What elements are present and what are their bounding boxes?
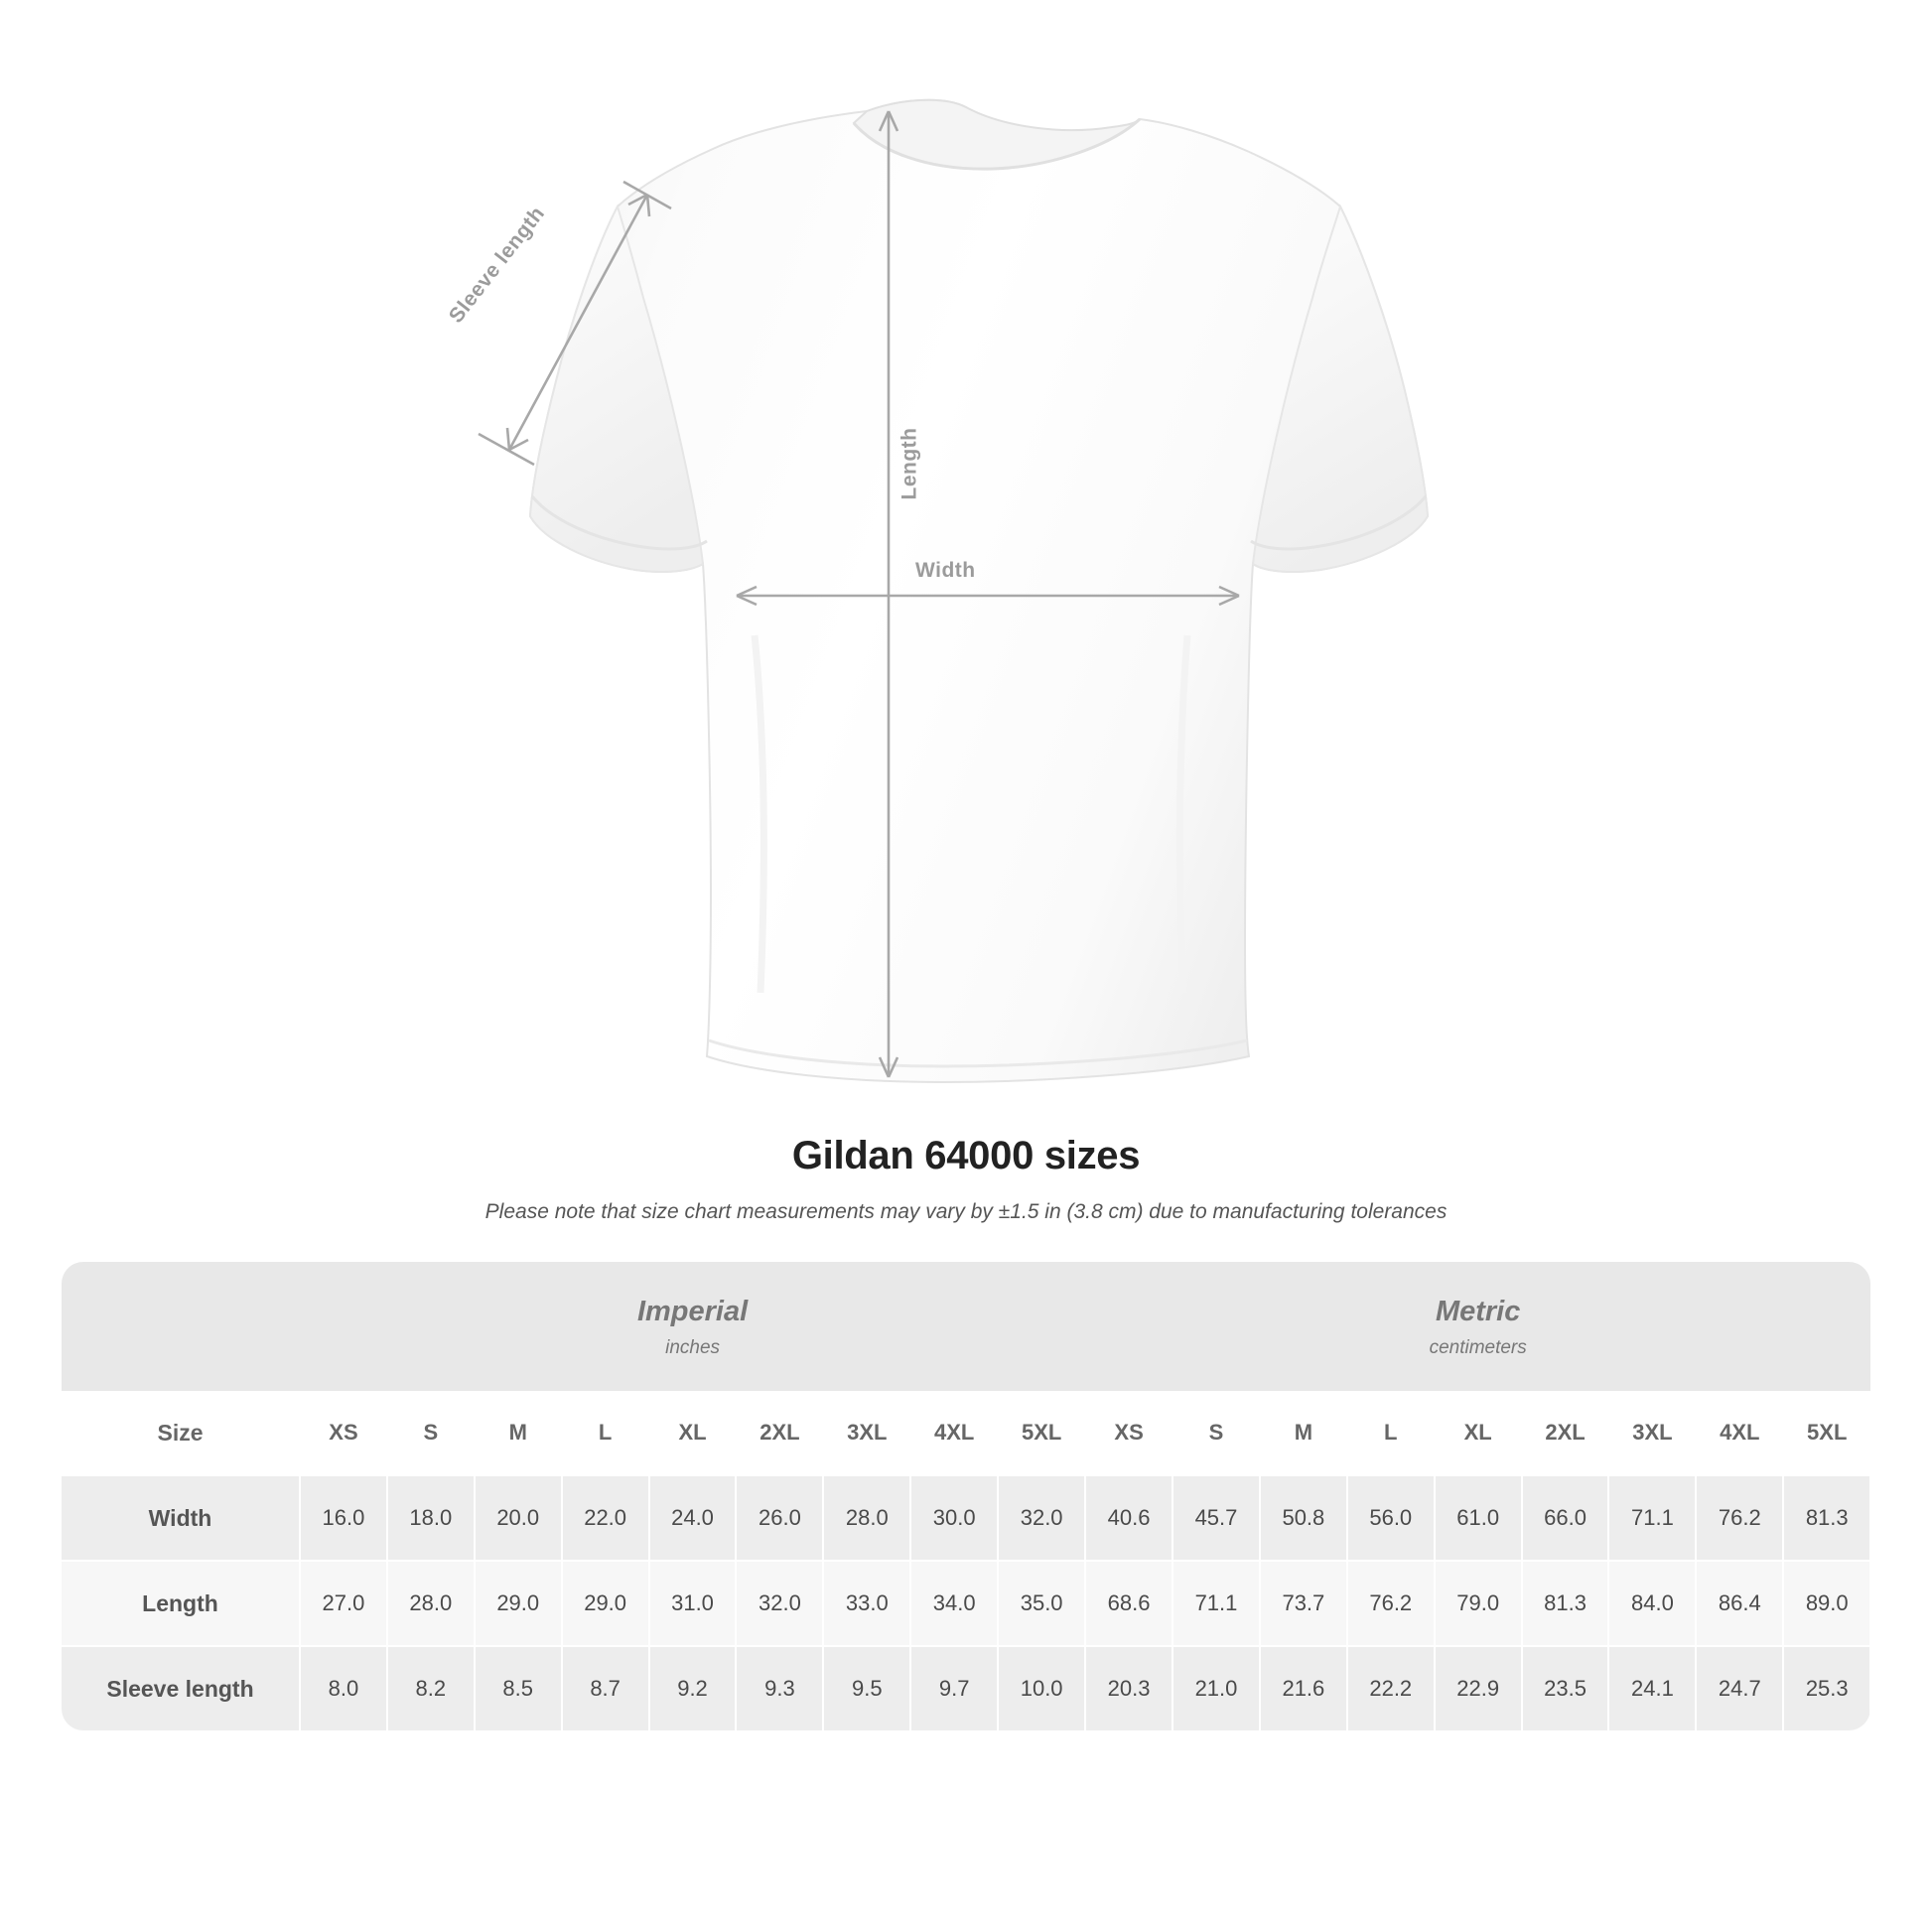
size-header-cell: M bbox=[475, 1391, 562, 1475]
table-cell: 71.1 bbox=[1608, 1475, 1696, 1561]
table-cell: 28.0 bbox=[823, 1475, 910, 1561]
table-cell: 28.0 bbox=[387, 1561, 475, 1646]
shirt-body bbox=[530, 100, 1428, 1082]
row-label-width: Width bbox=[62, 1475, 300, 1561]
unit-group-metric bbox=[1085, 1262, 1870, 1391]
table-cell: 8.7 bbox=[562, 1646, 649, 1730]
unit-group-imperial-name: Imperial bbox=[636, 1296, 749, 1327]
table-cell: 9.7 bbox=[910, 1646, 998, 1730]
title-block bbox=[0, 1134, 1932, 1224]
size-header-cell: L bbox=[562, 1391, 649, 1475]
table-cell: 8.0 bbox=[300, 1646, 387, 1730]
length-dimension-label: Length bbox=[897, 427, 921, 500]
size-header-cell: XS bbox=[1085, 1391, 1173, 1475]
table-cell: 10.0 bbox=[998, 1646, 1085, 1730]
table-cell: 22.0 bbox=[562, 1475, 649, 1561]
table-cell: 34.0 bbox=[910, 1561, 998, 1646]
table-cell: 9.5 bbox=[823, 1646, 910, 1730]
unit-group-metric-name: Metric bbox=[1435, 1296, 1521, 1327]
table-cell: 50.8 bbox=[1260, 1475, 1347, 1561]
table-cell: 31.0 bbox=[649, 1561, 737, 1646]
table-cell: 29.0 bbox=[475, 1561, 562, 1646]
table-cell: 8.5 bbox=[475, 1646, 562, 1730]
size-header-cell: 5XL bbox=[998, 1391, 1085, 1475]
table-cell: 22.2 bbox=[1347, 1646, 1435, 1730]
sleeve-length-dimension-label: Sleeve length bbox=[444, 202, 550, 328]
table-row bbox=[62, 1561, 1870, 1646]
table-cell: 71.1 bbox=[1173, 1561, 1260, 1646]
size-header-cell: S bbox=[1173, 1391, 1260, 1475]
unit-group-row bbox=[62, 1262, 1870, 1391]
size-header-cell: XL bbox=[649, 1391, 737, 1475]
size-header-cell: 2XL bbox=[1522, 1391, 1609, 1475]
size-header-cell: 5XL bbox=[1783, 1391, 1870, 1475]
size-table-wrapper bbox=[62, 1262, 1870, 1730]
size-header-cell: 4XL bbox=[910, 1391, 998, 1475]
table-cell: 20.0 bbox=[475, 1475, 562, 1561]
table-cell: 24.7 bbox=[1696, 1646, 1783, 1730]
size-header-cell: 4XL bbox=[1696, 1391, 1783, 1475]
table-cell: 25.3 bbox=[1783, 1646, 1870, 1730]
size-header-row bbox=[62, 1391, 1870, 1475]
table-row bbox=[62, 1646, 1870, 1730]
unit-group-metric-sub: centimeters bbox=[1429, 1337, 1527, 1358]
tolerance-note: Please note that size chart measurements may vary by ±1.5 in (3.8 cm) due to manufacturing tolerances bbox=[484, 1200, 1448, 1223]
table-cell: 68.6 bbox=[1085, 1561, 1173, 1646]
size-header-cell: 3XL bbox=[1608, 1391, 1696, 1475]
table-cell: 21.0 bbox=[1173, 1646, 1260, 1730]
table-cell: 27.0 bbox=[300, 1561, 387, 1646]
unit-group-imperial-sub: inches bbox=[665, 1337, 721, 1358]
table-cell: 66.0 bbox=[1522, 1475, 1609, 1561]
table-cell: 76.2 bbox=[1347, 1561, 1435, 1646]
table-cell: 61.0 bbox=[1435, 1475, 1522, 1561]
table-cell: 81.3 bbox=[1522, 1561, 1609, 1646]
table-cell: 9.3 bbox=[736, 1646, 823, 1730]
table-cell: 40.6 bbox=[1085, 1475, 1173, 1561]
table-cell: 76.2 bbox=[1696, 1475, 1783, 1561]
table-row bbox=[62, 1475, 1870, 1561]
row-label-length: Length bbox=[62, 1561, 300, 1646]
table-cell: 29.0 bbox=[562, 1561, 649, 1646]
table-cell: 21.6 bbox=[1260, 1646, 1347, 1730]
table-cell: 26.0 bbox=[736, 1475, 823, 1561]
size-header-cell: L bbox=[1347, 1391, 1435, 1475]
table-cell: 24.1 bbox=[1608, 1646, 1696, 1730]
size-header-cell: M bbox=[1260, 1391, 1347, 1475]
size-table bbox=[62, 1262, 1870, 1730]
size-header-cell: XL bbox=[1435, 1391, 1522, 1475]
table-cell: 30.0 bbox=[910, 1475, 998, 1561]
size-header-cell: S bbox=[387, 1391, 475, 1475]
row-label-sleeve-length: Sleeve length bbox=[62, 1646, 300, 1730]
width-dimension-label: Width bbox=[915, 559, 976, 582]
table-cell: 20.3 bbox=[1085, 1646, 1173, 1730]
table-cell: 32.0 bbox=[736, 1561, 823, 1646]
table-cell: 8.2 bbox=[387, 1646, 475, 1730]
size-header-cell: 2XL bbox=[736, 1391, 823, 1475]
table-cell: 18.0 bbox=[387, 1475, 475, 1561]
table-cell: 73.7 bbox=[1260, 1561, 1347, 1646]
size-header-label: Size bbox=[62, 1391, 300, 1475]
table-cell: 79.0 bbox=[1435, 1561, 1522, 1646]
unit-group-imperial bbox=[300, 1262, 1085, 1391]
page-title: Gildan 64000 sizes bbox=[791, 1134, 1141, 1177]
table-cell: 16.0 bbox=[300, 1475, 387, 1561]
table-cell: 24.0 bbox=[649, 1475, 737, 1561]
table-cell: 35.0 bbox=[998, 1561, 1085, 1646]
table-cell: 84.0 bbox=[1608, 1561, 1696, 1646]
table-cell: 33.0 bbox=[823, 1561, 910, 1646]
unit-row-spacer bbox=[62, 1262, 300, 1391]
table-cell: 23.5 bbox=[1522, 1646, 1609, 1730]
table-cell: 89.0 bbox=[1783, 1561, 1870, 1646]
table-cell: 56.0 bbox=[1347, 1475, 1435, 1561]
table-cell: 22.9 bbox=[1435, 1646, 1522, 1730]
size-header-cell: 3XL bbox=[823, 1391, 910, 1475]
table-cell: 81.3 bbox=[1783, 1475, 1870, 1561]
table-cell: 45.7 bbox=[1173, 1475, 1260, 1561]
table-cell: 9.2 bbox=[649, 1646, 737, 1730]
table-cell: 86.4 bbox=[1696, 1561, 1783, 1646]
size-header-cell: XS bbox=[300, 1391, 387, 1475]
table-cell: 32.0 bbox=[998, 1475, 1085, 1561]
